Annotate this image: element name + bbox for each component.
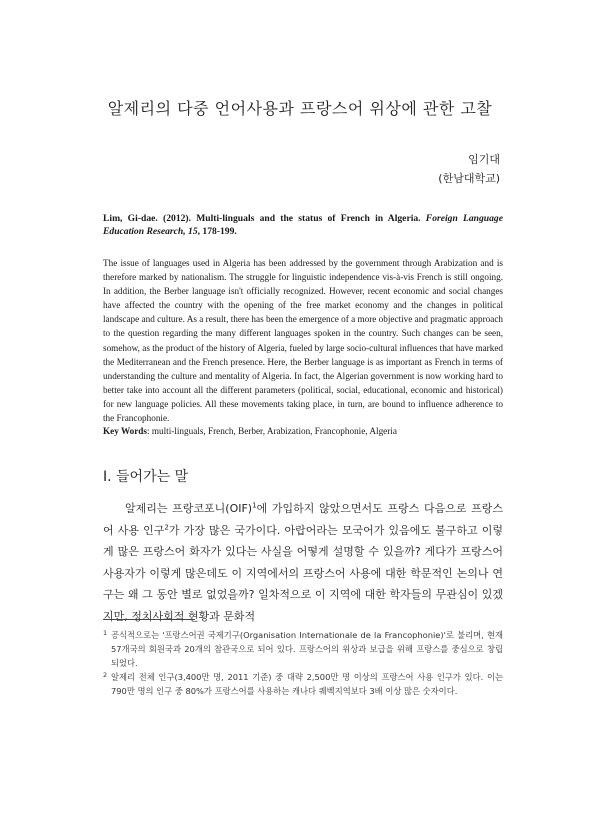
footnote-2 — [103, 670, 503, 698]
footnote-ref-1[interactable]: 1 — [252, 501, 257, 510]
citation — [103, 212, 503, 238]
keywords-value: : multi-linguals, French, Berber, Arabization, Francophonie, Algeria — [147, 426, 397, 436]
footnote-text: 알제리 전체 인구(3,400만 명, 2011 기준) 중 대략 2,500만 명 이상의 프랑스어 사용 인구가 있다. 이는 790만 명의 인구 중 80%가 프랑스어를 사용하는 캐나다 퀘벡지역보다 3배 이상 많은 숫자이다. — [111, 672, 503, 696]
citation-pages: , 178-199. — [197, 226, 237, 237]
citation-journal: Foreign Language Education Research, 15 — [103, 213, 503, 237]
citation-text: Lim, Gi-dae. (2012). Multi-linguals and the status of French in Algeria. — [103, 213, 426, 224]
body-text-part2: 에 가입하지 않았으면서도 프랑스 다음으로 프랑스어 사용 인구 — [103, 502, 503, 537]
footnote-text: 공식적으로는 '프랑스어권 국제기구(Organisation Internationale de la Francophonie)'로 불리며, 현재 57개국의 회원국과 20개의 참관국으로 되어 있다. 프랑스어의 위상과 보급을 위해 프랑스를 중심으로 창립되었다. — [111, 630, 503, 668]
keywords — [103, 424, 503, 438]
body-paragraph — [103, 498, 503, 627]
footnote-ref-2[interactable]: 2 — [164, 522, 169, 531]
footnote-number: 2 — [103, 671, 108, 679]
footnote-1 — [103, 628, 503, 670]
author-name: 임기대 — [468, 153, 500, 166]
section-heading: Ⅰ. 들어가는 말 — [103, 469, 189, 485]
body-text-part3: 가 가장 많은 국가이다. 아랍어라는 모국어가 있음에도 불구하고 이렇게 많은 프랑스어 화자가 있다는 사실을 어떻게 설명할 수 있을까? 게다가 프랑스어 사용자가 이렇게 많은데도 이 지역에서의 프랑스어 사용에 대한 학문적인 논의나 연구는 왜 그 동안 별로 없었을까? 일차적으로 이 지역에 대한 학자들의 무관심이 있겠지만, 정치사회적 현황과 문화적 — [103, 523, 503, 623]
body-text-part1: 알제리는 프랑코포니(OIF) — [125, 502, 253, 515]
footnote-divider — [103, 619, 195, 620]
footnote-number: 1 — [103, 629, 108, 637]
paper-title: 알제리의 다중 언어사용과 프랑스어 위상에 관한 고찰 — [107, 99, 493, 118]
author-affiliation: (한남대학교) — [438, 172, 500, 185]
abstract: The issue of languages used in Algeria has been addressed by the government through Arabization and is therefore marked by nationalism. The struggle for linguistic independence vis-à-vis French is still ongoing. In addition, the Berber language isn't officially recognized. However, recent economic and social changes have affected the country with the opening of the free market economy and the changes in political landscape and culture. As a result, there has been the emergence of a more objective and pragmatic approach to the question regarding the many different languages spoken in the country. Such changes can be seen, somehow, as the product of the history of Algeria, fueled by large socio-cultural influences that have marked the Mediterranean and the French presence. Here, the Berber language is as important as French in terms of understanding the culture and mentality of Algeria. In fact, the Algerian government is now working hard to better take into account all the different parameters (political, social, educational, economic and historical) for new language policies. All these movements taking place, in turn, are bound to influence adherence to the Francophonie. — [103, 258, 503, 424]
author-block — [438, 150, 500, 188]
keywords-label: Key Words — [103, 426, 147, 436]
body-text — [103, 498, 503, 627]
